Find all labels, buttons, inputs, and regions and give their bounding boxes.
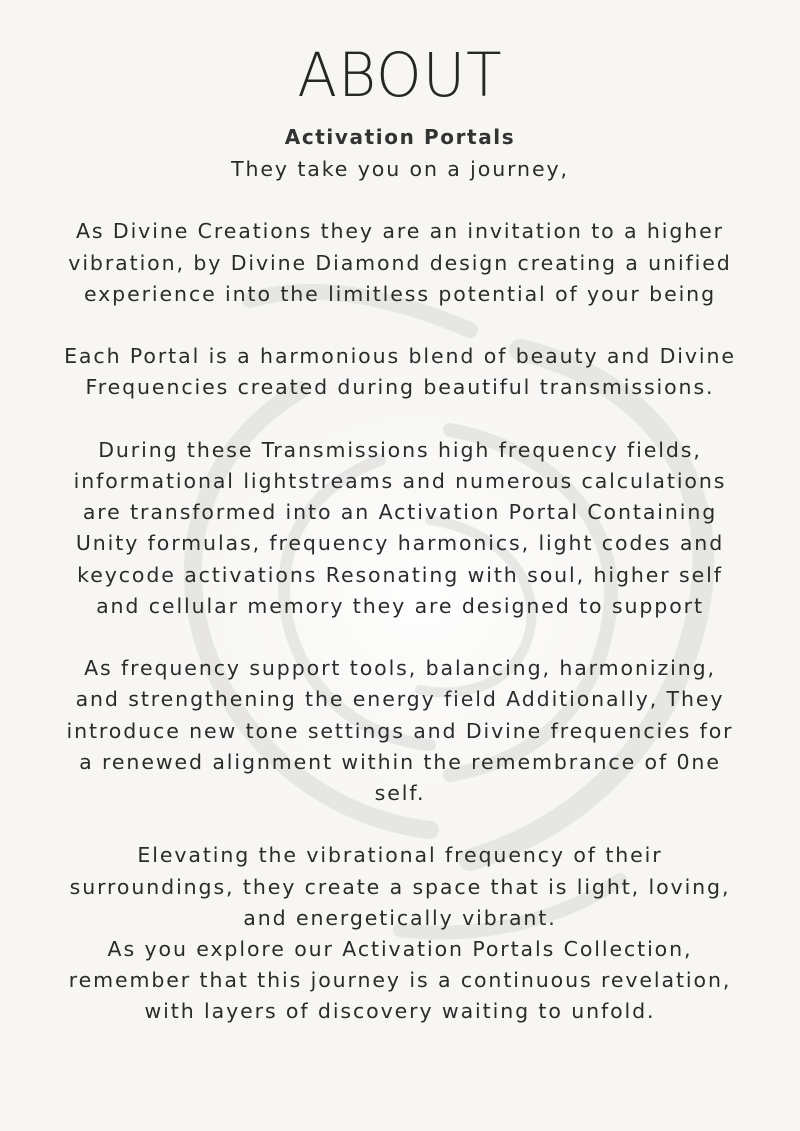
paragraph-intro: They take you on a journey, (231, 157, 569, 181)
about-body (60, 154, 740, 1028)
page-title: ABOUT (297, 39, 503, 111)
section-subtitle: Activation Portals (284, 125, 516, 149)
paragraph-frequency-tools: As frequency support tools, balancing, harmonizing, and strengthening the energy field Additionally, They introduce new tone settings and Divine frequencies for a renewed alignment within the remembrance of 0ne self. (66, 656, 734, 805)
paragraph-divine-creations: As Divine Creations they are an invitation to a higher vibration, by Divine Diamond design creating a unified experience into the limitless potential of your being (68, 219, 732, 306)
paragraph-explore: As you explore our Activation Portals Collection, remember that this journey is a continuous revelation, with layers of discovery waiting to unfold. (68, 937, 732, 1024)
paragraph-transmissions: During these Transmissions high frequency fields, informational lightstreams and numerous calculations are transformed into an Activation Portal Containing Unity formulas, frequency harmonics, light codes and keycode activations Resonating with soul, higher self and cellular memory they are designed to support (73, 437, 727, 618)
paragraph-each-portal: Each Portal is a harmonious blend of beauty and Divine Frequencies created during beautiful transmissions. (64, 344, 736, 400)
paragraph-elevating: Elevating the vibrational frequency of their surroundings, they create a space that is light, loving, and energetically vibrant. (69, 843, 731, 930)
